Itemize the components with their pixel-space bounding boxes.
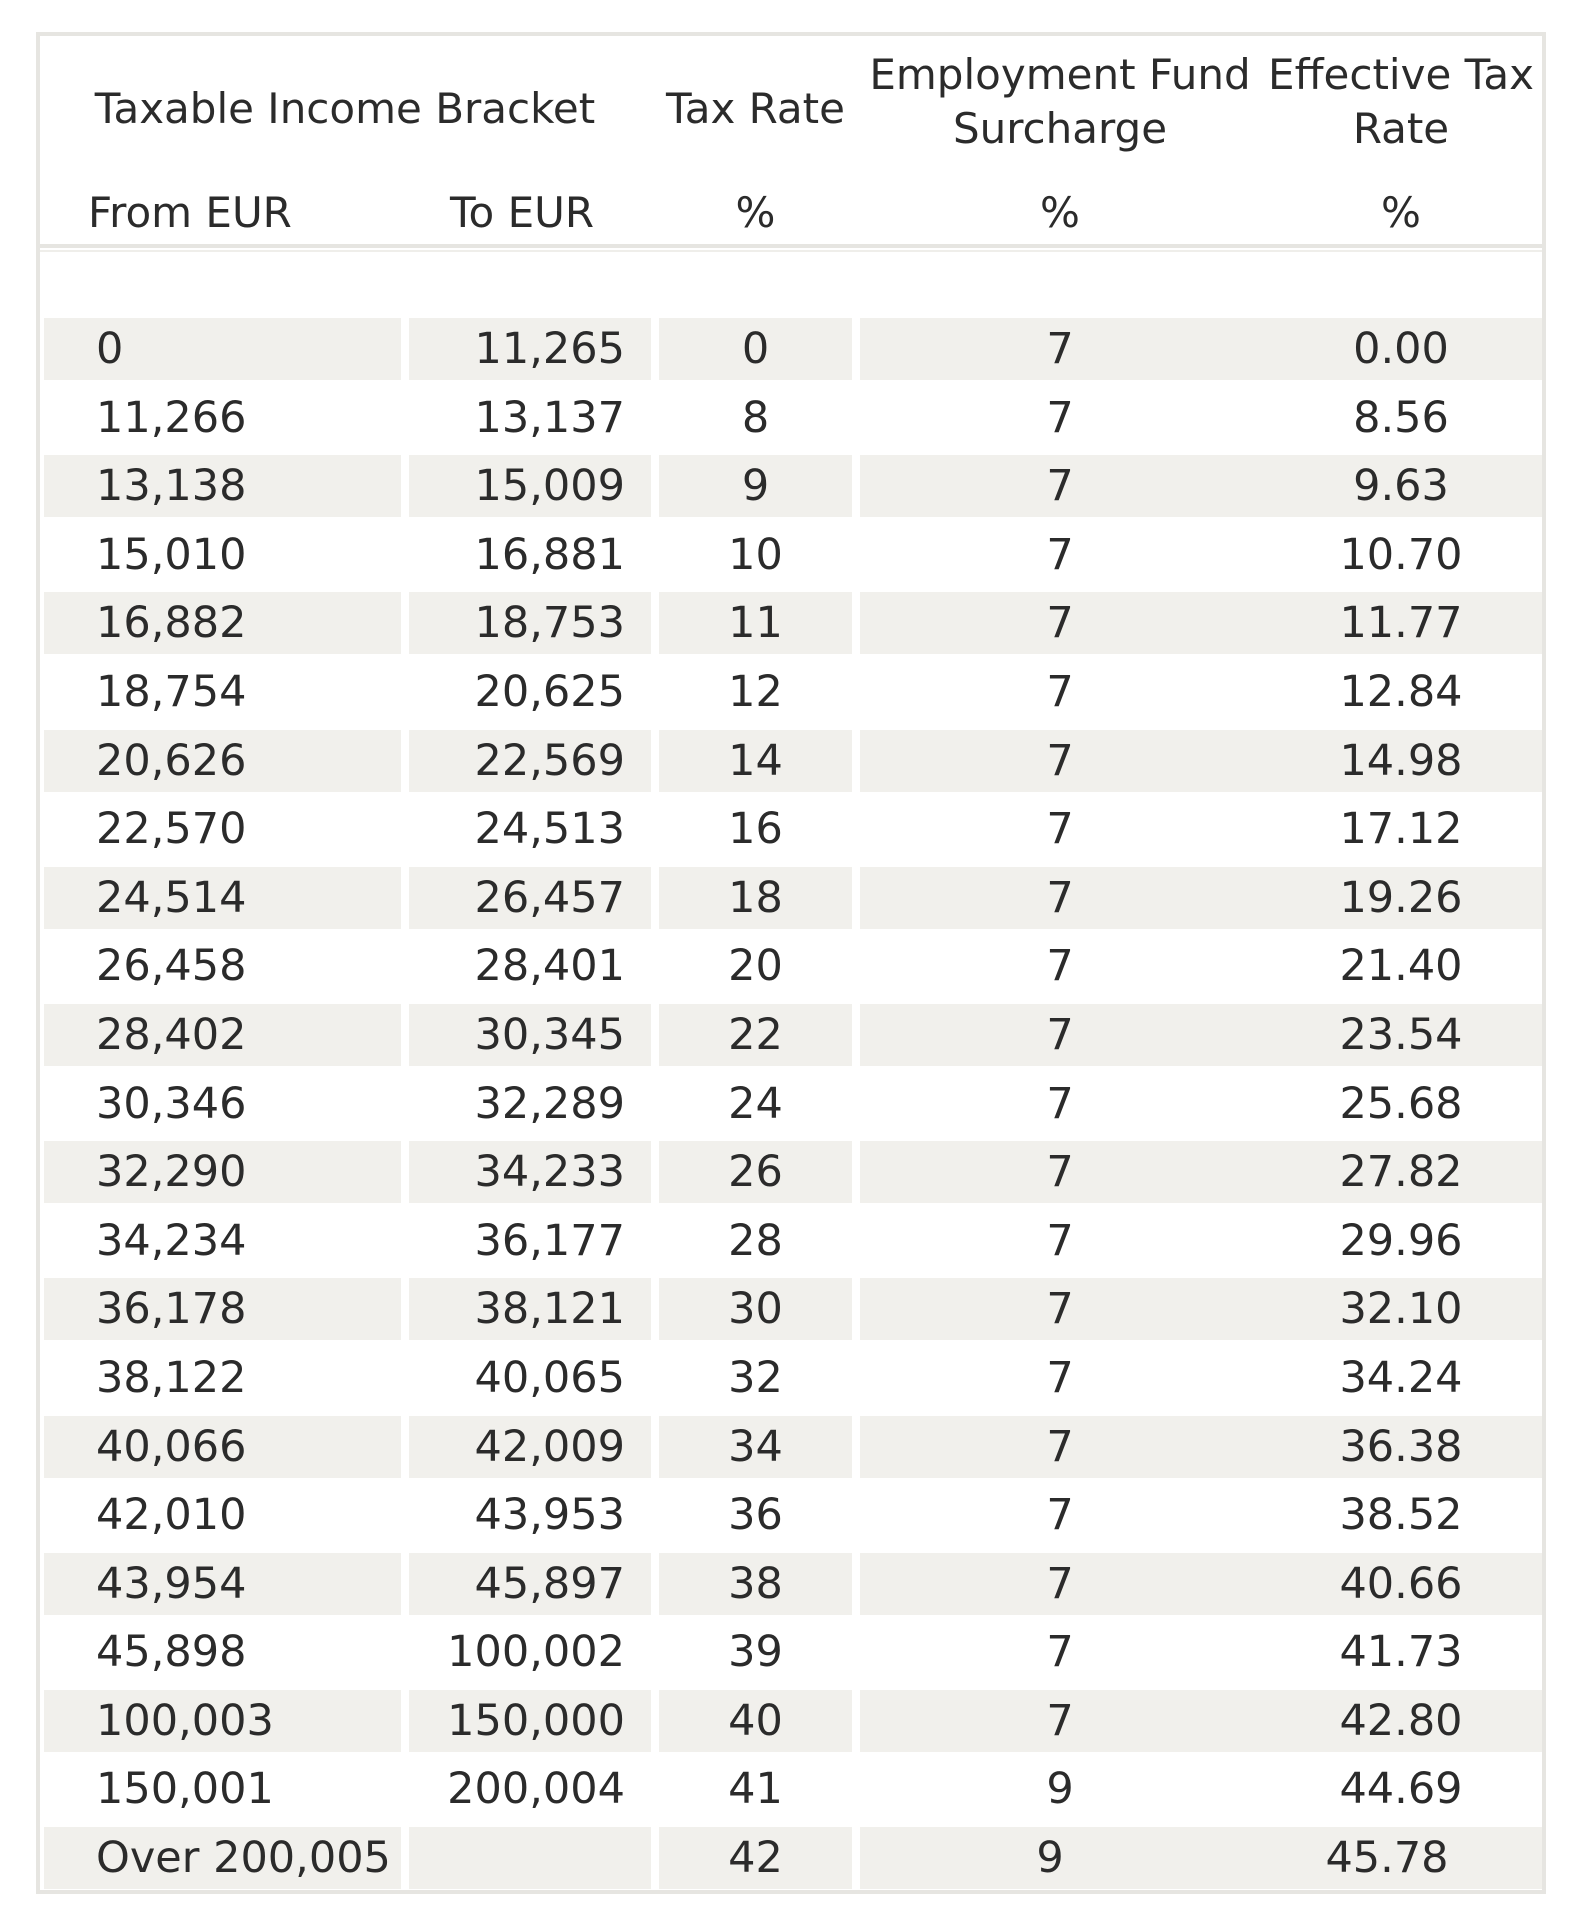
tax-rate-cell: 32 <box>728 1352 783 1403</box>
effective-rate-cell: 29.96 <box>1339 1215 1463 1266</box>
to-cell: 30,345 <box>409 1004 651 1066</box>
surcharge-cell: 7 <box>860 1141 1260 1203</box>
effective-rate-cell: 8.56 <box>1353 392 1449 443</box>
table-header <box>40 36 1542 246</box>
table-row <box>40 1278 1542 1347</box>
from-cell: 34,234 <box>96 1215 247 1266</box>
surcharge-cell: 7 <box>1046 1490 1074 1541</box>
table-row <box>40 1416 1542 1485</box>
surcharge-cell: 7 <box>860 592 1260 654</box>
effective-rate-cell: 19.26 <box>1260 867 1542 929</box>
from-cell: 43,954 <box>44 1553 401 1615</box>
surcharge-cell: 7 <box>1046 529 1074 580</box>
table-row <box>40 455 1542 524</box>
effective-rate-cell: 10.70 <box>1339 529 1463 580</box>
tax-table <box>36 32 1546 1894</box>
surcharge-cell: 7 <box>860 1690 1260 1752</box>
table-row <box>40 1347 1542 1416</box>
from-cell: 36,178 <box>44 1278 401 1340</box>
to-cell: 18,753 <box>409 592 651 654</box>
tax-rate-cell: 36 <box>728 1490 783 1541</box>
header-divider-thin <box>40 250 1542 252</box>
tax-rate-cell: 9 <box>659 455 852 517</box>
table-row <box>40 1210 1542 1279</box>
from-cell: 28,402 <box>44 1004 401 1066</box>
table-row <box>40 935 1542 1004</box>
to-cell: 16,881 <box>474 529 625 580</box>
from-cell: 20,626 <box>44 730 401 792</box>
effective-rate-cell: 11.77 <box>1260 592 1542 654</box>
surcharge-cell: 7 <box>860 730 1260 792</box>
from-cell: 22,570 <box>96 804 247 855</box>
tax-rate-cell: 14 <box>659 730 852 792</box>
table-row <box>40 1553 1542 1622</box>
surcharge-cell: 7 <box>1046 1627 1074 1678</box>
to-cell: 100,002 <box>447 1627 625 1678</box>
effective-rate-cell: 38.52 <box>1339 1490 1463 1541</box>
effective-rate-cell: 32.10 <box>1260 1278 1542 1340</box>
surcharge-cell: 7 <box>1046 1215 1074 1266</box>
effective-rate-cell: 44.69 <box>1339 1764 1463 1815</box>
tax-rate-cell: 0 <box>659 318 852 380</box>
from-cell: 15,010 <box>96 529 247 580</box>
header-divider <box>40 244 1542 248</box>
table-row <box>40 798 1542 867</box>
table-row <box>40 1758 1542 1827</box>
from-cell: 40,066 <box>44 1416 401 1478</box>
to-cell: 24,513 <box>474 804 625 855</box>
to-cell: 45,897 <box>409 1553 651 1615</box>
surcharge-cell: 7 <box>860 1278 1260 1340</box>
from-cell: 18,754 <box>96 666 247 717</box>
tax-rate-cell: 26 <box>659 1141 852 1203</box>
effective-rate-cell: 9.63 <box>1260 455 1542 517</box>
table-row <box>40 661 1542 730</box>
table-row <box>40 1484 1542 1553</box>
to-cell: 42,009 <box>409 1416 651 1478</box>
surcharge-cell: 7 <box>1046 804 1074 855</box>
table-row <box>40 524 1542 593</box>
effective-rate-cell: 34.24 <box>1339 1352 1463 1403</box>
to-cell: 20,625 <box>474 666 625 717</box>
from-cell: 30,346 <box>96 1078 247 1129</box>
from-cell: Over 200,005 <box>44 1827 401 1889</box>
surcharge-cell: 7 <box>860 1004 1260 1066</box>
effective-rate-cell: 21.40 <box>1339 941 1463 992</box>
surcharge-title-line1: Employment Fund <box>869 50 1251 99</box>
surcharge-cell: 9 <box>860 1827 1240 1889</box>
tax-rate-cell: 42 <box>659 1827 852 1889</box>
surcharge-unit: % <box>1040 188 1080 237</box>
from-cell: 16,882 <box>44 592 401 654</box>
effective-rate-cell: 42.80 <box>1260 1690 1542 1752</box>
effective-rate-cell: 17.12 <box>1339 804 1463 855</box>
tax-rate-cell: 12 <box>728 666 783 717</box>
table-row <box>40 1141 1542 1210</box>
tax-rate-cell: 40 <box>659 1690 852 1752</box>
from-cell: 26,458 <box>96 941 247 992</box>
effective-rate-cell: 25.68 <box>1339 1078 1463 1129</box>
tax-rate-unit: % <box>735 188 776 237</box>
surcharge-cell: 7 <box>860 867 1260 929</box>
surcharge-cell: 7 <box>860 455 1260 517</box>
effective-rate-cell: 40.66 <box>1260 1553 1542 1615</box>
from-cell: 150,001 <box>96 1764 274 1815</box>
effective-title-line1: Effective Tax <box>1268 50 1534 99</box>
to-cell <box>409 1827 651 1889</box>
tax-rate-cell: 24 <box>728 1078 783 1129</box>
surcharge-cell: 7 <box>1046 1078 1074 1129</box>
table-row <box>40 1073 1542 1142</box>
table-row <box>40 1004 1542 1073</box>
tax-rate-cell: 16 <box>728 804 783 855</box>
table-body <box>40 318 1542 1896</box>
surcharge-cell: 7 <box>1046 1352 1074 1403</box>
tax-rate-cell: 30 <box>659 1278 852 1340</box>
to-eur-label: To EUR <box>450 188 595 237</box>
effective-rate-cell: 23.54 <box>1260 1004 1542 1066</box>
surcharge-cell: 9 <box>1046 1764 1074 1815</box>
surcharge-cell: 7 <box>1046 941 1074 992</box>
to-cell: 150,000 <box>409 1690 651 1752</box>
table-row <box>40 387 1542 456</box>
effective-rate-cell: 45.78 <box>1232 1827 1542 1889</box>
from-cell: 42,010 <box>96 1490 247 1541</box>
surcharge-cell: 7 <box>860 1553 1260 1615</box>
surcharge-title-line2: Surcharge <box>952 104 1168 153</box>
table-row <box>40 1690 1542 1759</box>
tax-rate-cell: 22 <box>659 1004 852 1066</box>
tax-rate-cell: 18 <box>659 867 852 929</box>
from-cell: 24,514 <box>44 867 401 929</box>
to-cell: 38,121 <box>409 1278 651 1340</box>
effective-unit: % <box>1381 188 1421 237</box>
to-cell: 32,289 <box>474 1078 625 1129</box>
surcharge-cell: 7 <box>860 318 1260 380</box>
effective-rate-cell: 27.82 <box>1260 1141 1542 1203</box>
table-row <box>40 318 1542 387</box>
table-row <box>40 1827 1542 1896</box>
to-cell: 11,265 <box>409 318 651 380</box>
table-row <box>40 1621 1542 1690</box>
tax-rate-cell: 8 <box>741 392 770 443</box>
tax-rate-cell: 38 <box>659 1553 852 1615</box>
to-cell: 15,009 <box>409 455 651 517</box>
tax-rate-cell: 10 <box>728 529 783 580</box>
surcharge-cell: 7 <box>1046 392 1074 443</box>
effective-title-line2: Rate <box>1352 104 1450 153</box>
from-cell: 11,266 <box>96 392 247 443</box>
from-cell: 0 <box>44 318 401 380</box>
from-cell: 45,898 <box>96 1627 247 1678</box>
table-row <box>40 730 1542 799</box>
from-cell: 32,290 <box>44 1141 401 1203</box>
to-cell: 28,401 <box>474 941 625 992</box>
from-cell: 13,138 <box>44 455 401 517</box>
from-cell: 38,122 <box>96 1352 247 1403</box>
tax-rate-cell: 34 <box>659 1416 852 1478</box>
effective-rate-cell: 36.38 <box>1260 1416 1542 1478</box>
effective-rate-cell: 41.73 <box>1339 1627 1463 1678</box>
to-cell: 36,177 <box>474 1215 625 1266</box>
tax-rate-cell: 39 <box>728 1627 783 1678</box>
table-row <box>40 592 1542 661</box>
effective-rate-cell: 14.98 <box>1260 730 1542 792</box>
to-cell: 22,569 <box>409 730 651 792</box>
tax-rate-cell: 41 <box>728 1764 783 1815</box>
surcharge-cell: 7 <box>860 1416 1260 1478</box>
table-row <box>40 867 1542 936</box>
effective-rate-cell: 0.00 <box>1260 318 1542 380</box>
tax-rate-title: Tax Rate <box>666 84 845 133</box>
tax-rate-cell: 28 <box>728 1215 783 1266</box>
to-cell: 43,953 <box>474 1490 625 1541</box>
tax-rate-cell: 20 <box>728 941 783 992</box>
from-cell: 100,003 <box>44 1690 401 1752</box>
surcharge-cell: 7 <box>1046 666 1074 717</box>
to-cell: 34,233 <box>409 1141 651 1203</box>
effective-rate-cell: 12.84 <box>1339 666 1463 717</box>
from-eur-label: From EUR <box>88 188 292 237</box>
to-cell: 200,004 <box>447 1764 625 1815</box>
to-cell: 13,137 <box>474 392 625 443</box>
to-cell: 26,457 <box>409 867 651 929</box>
to-cell: 40,065 <box>474 1352 625 1403</box>
tax-rate-cell: 11 <box>659 592 852 654</box>
bracket-title: Taxable Income Bracket <box>94 84 596 133</box>
